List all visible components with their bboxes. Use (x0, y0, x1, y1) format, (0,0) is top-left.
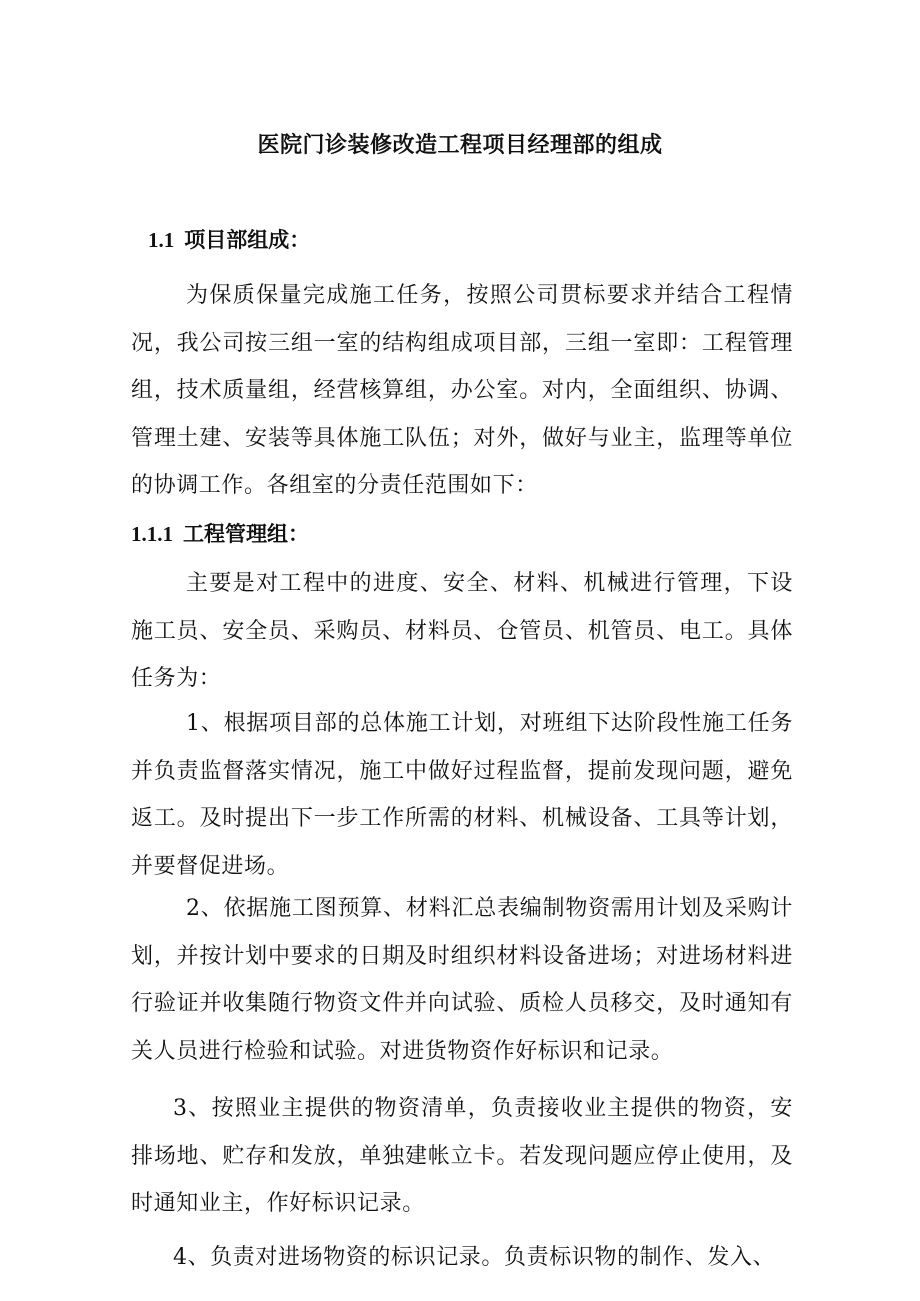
list-item: 2、依据施工图预算、材料汇总表编制物资需用计划及采购计划，并按计划中要求的日期及时组织材料设备进场；对进场材料进行验证并收集随行物资文件并向试验、质检人员移交，及时通知有关人员进行检验和试验。对进货物资作好标识和记录。 (131, 896, 793, 1064)
section-number: 1.1 (148, 228, 175, 252)
section-number: 1.1.1 (131, 522, 173, 546)
list-item: 1、根据项目部的总体施工计划，对班组下达阶段性施工任务并负责监督落实情况，施工中做好过程监督，提前发现问题，避免返工。及时提出下一步工作所需的材料、机械设备、工具等计划，并要督促进场。 (131, 711, 793, 879)
document-title: 医院门诊装修改造工程项目经理部的组成 (257, 132, 663, 158)
body-paragraph: 主要是对工程中的进度、安全、材料、机械进行管理，下设施工员、安全员、采购员、材料员、仓管员、机管员、电工。具体任务为： (131, 571, 793, 691)
intro-paragraph: 为保质保量完成施工任务，按照公司贯标要求并结合工程情况，我公司按三组一室的结构组成项目部，三组一室即：工程管理组，技术质量组，经营核算组，办公室。对内，全面组织、协调、管理土建、安装等具体施工队伍；对外，做好与业主，监理等单位的协调工作。各组室的分责任范围如下： (131, 283, 793, 498)
list-item: 3、按照业主提供的物资清单，负责接收业主提供的物资，安排场地、贮存和发放，单独建帐立卡。若发现问题应停止使用，及时通知业主，作好标识记录。 (131, 1096, 793, 1216)
list-item: 4、负责对进场物资的标识记录。负责标识物的制作、发入、 (173, 1245, 776, 1270)
section-heading-1-1-1 (131, 518, 309, 548)
section-title: 项目部组成： (184, 227, 311, 252)
section-title: 工程管理组： (183, 521, 309, 546)
section-heading-1-1 (148, 224, 310, 254)
